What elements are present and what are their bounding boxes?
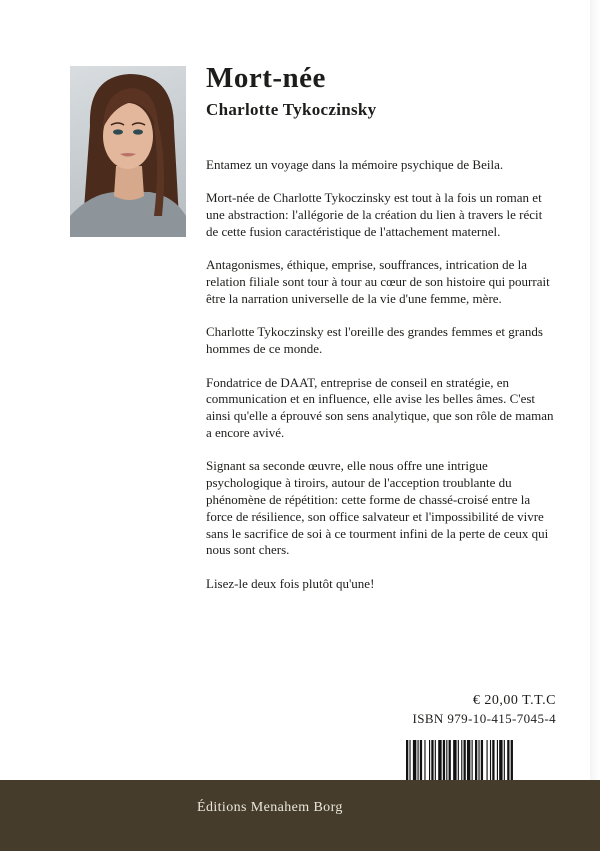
publisher-name: Éditions Menahem Borg: [197, 800, 343, 815]
blurb-paragraph: Signant sa seconde œuvre, elle nous offre une intrigue psychologique à tiroirs, autour de l'acception troublante du phénomène de répétition: cette forme de chassé-croisé entre la force de résilience, son office salvateur et l'impossibilité de vivre sans le sacrifice de soi à ce tourment infini de la perte de ceux qui nous sont chers.: [206, 458, 549, 558]
blurb-paragraph: Fondatrice de DAAT, entreprise de conseil en stratégie, en communication et en influence, elle avise les belles âmes. C'est ainsi qu'elle a éprouvé son sens analytique, que son rôle de maman a encore avivé.: [206, 374, 554, 440]
book-title: Mort-née: [206, 62, 326, 94]
blurb-paragraph: Lisez-le deux fois plutôt qu'une!: [206, 575, 375, 591]
author-photo: [70, 66, 186, 237]
page-edge: [590, 0, 600, 780]
blurb-paragraph: Antagonismes, éthique, emprise, souffrances, intrication de la relation filiale sont tour à tour au cœur de son histoire qui pourrait être la narration universelle de la vie d'une femme, mère.: [206, 257, 550, 306]
blurb-paragraph: Mort-née de Charlotte Tykoczinsky est tout à la fois un roman et une abstraction: l'allégorie de la création du lien à travers le récit de cette fusion caractéristique de l'attachement maternel.: [206, 190, 543, 239]
blurb-paragraph: Charlotte Tykoczinsky est l'oreille des grandes femmes et grands hommes de ce monde.: [206, 324, 543, 357]
blurb-paragraph: Entamez un voyage dans la mémoire psychique de Beila.: [206, 157, 504, 172]
price-label: € 20,00 T.T.C: [472, 693, 556, 708]
back-cover-blurb: [206, 157, 556, 609]
isbn-label: ISBN 979-10-415-7045-4: [412, 711, 556, 726]
book-author: Charlotte Tykoczinsky: [206, 100, 377, 119]
